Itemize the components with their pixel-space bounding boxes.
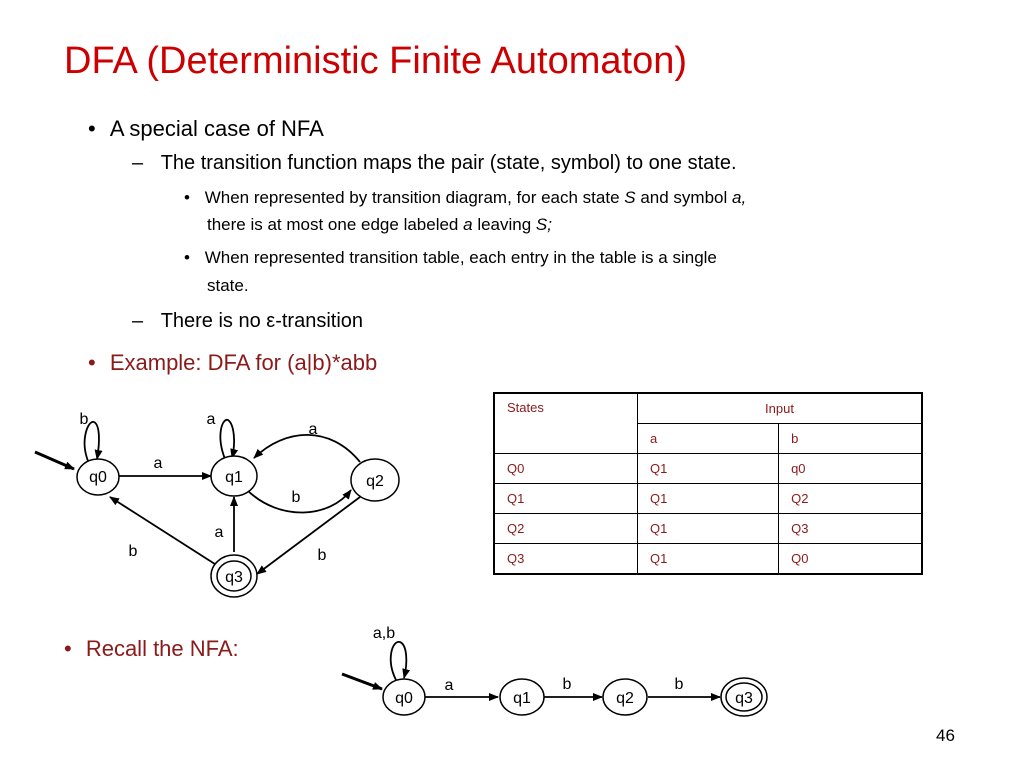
table-cell: Q0 (779, 544, 922, 575)
nfa-state-label: q1 (513, 690, 531, 707)
table-cell: Q1 (638, 484, 779, 514)
nfa-edge-label: b (674, 676, 684, 693)
table-cell: Q1 (638, 544, 779, 575)
text-run: a (463, 215, 473, 234)
dfa-edge-q2-q3 (257, 497, 360, 574)
page-number: 46 (936, 726, 955, 745)
nfa-state-label: q2 (616, 690, 634, 707)
dfa-edge-label: a (308, 421, 318, 438)
bullet-text: A special case of NFA (109, 116, 324, 141)
nfa-state-label: q3 (735, 690, 753, 707)
table-cell: Q3 (779, 514, 922, 544)
dfa-state-label: q0 (89, 469, 107, 486)
text-run: leaving (472, 215, 536, 234)
sub-bullet-text: There is no ε-transition (160, 310, 364, 332)
dfa-edge-q3-q0 (110, 497, 218, 566)
bullet-dot: • (88, 350, 96, 375)
header-states: States (494, 393, 638, 454)
table-cell: Q1 (638, 514, 779, 544)
dfa-edge-q2-q1 (254, 435, 360, 462)
start-arrow (342, 674, 382, 689)
bullet-dot: • (184, 248, 190, 267)
start-arrow (35, 452, 74, 469)
bullet-text: Example: DFA for (a|b)*abb (109, 350, 378, 375)
text-run: When represented by transition diagram, for each state (204, 188, 625, 207)
bullet-dot: • (64, 636, 72, 661)
slide-title: DFA (Deterministic Finite Automaton) (64, 40, 687, 82)
text-run: a, (731, 188, 747, 207)
sub-bullet-text: The transition function maps the pair (state, symbol) to one state. (160, 152, 737, 174)
dfa-edge-label: b (291, 489, 301, 506)
dfa-edge-label: a (153, 455, 163, 472)
table-cell: Q3 (494, 544, 638, 575)
nfa-edge-label: a,b (372, 625, 396, 642)
header-col-b: b (779, 424, 922, 454)
header-input: Input (638, 393, 923, 424)
sub-sub-text: When represented transition table, each entry in the table is a single (204, 248, 717, 267)
dfa-edge-label: a (214, 524, 224, 541)
text-run: S (624, 188, 636, 207)
table-cell: Q2 (494, 514, 638, 544)
dfa-edge-label: b (79, 411, 89, 428)
dfa-diagram (35, 411, 399, 597)
bullet-dot: • (88, 116, 96, 141)
bullet-text: Recall the NFA: (85, 636, 239, 661)
nfa-edge-label: b (562, 676, 572, 693)
sub-sub-text-continued: state. (207, 276, 249, 295)
table-cell: Q1 (638, 454, 779, 484)
dfa-edge-q1-loop (220, 420, 234, 459)
dfa-edge-label: b (128, 543, 138, 560)
table-cell: q0 (779, 454, 922, 484)
nfa-state-label: q0 (395, 690, 413, 707)
header-col-a: a (638, 424, 779, 454)
text-run: there is at most one edge labeled (207, 215, 464, 234)
dfa-state-label: q2 (366, 473, 384, 490)
dfa-edge-label: b (317, 547, 327, 564)
table-cell: Q1 (494, 484, 638, 514)
dash-bullet: – (132, 310, 144, 332)
text-run: and symbol (635, 188, 732, 207)
table-cell: Q2 (779, 484, 922, 514)
nfa-edge-label: a (444, 677, 454, 694)
dash-bullet: – (132, 152, 144, 174)
bullet-dot: • (184, 188, 190, 207)
table-cell: Q0 (494, 454, 638, 484)
dfa-state-label: q1 (225, 469, 243, 486)
text-run: S; (535, 215, 552, 234)
nfa-diagram (342, 625, 767, 716)
dfa-state-label: q3 (225, 569, 243, 586)
dfa-edge-label: a (206, 411, 216, 428)
nfa-edge-q0-loop (391, 642, 407, 680)
